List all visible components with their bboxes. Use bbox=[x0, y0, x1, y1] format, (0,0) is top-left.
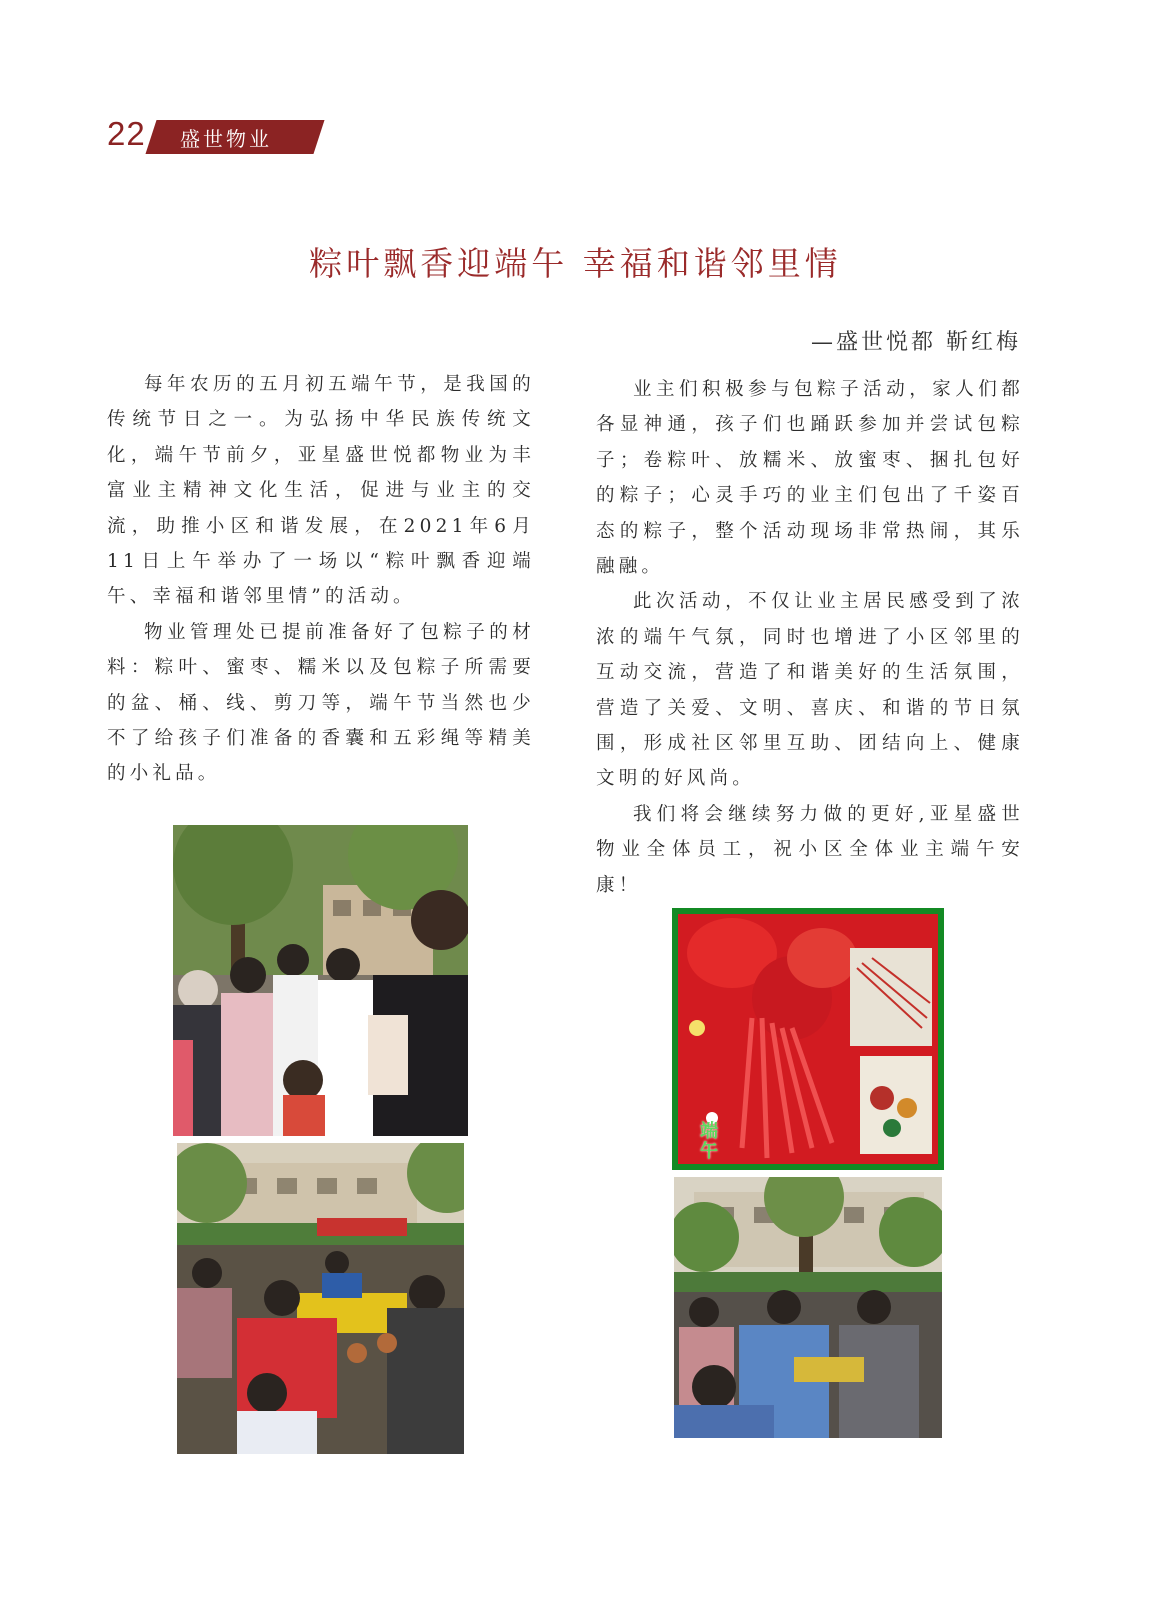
left-column bbox=[107, 367, 535, 792]
paragraph: 我们将会继续努力做的更好,亚星盛世物业全体员工，祝小区全体业主端午安康！ bbox=[596, 803, 1024, 896]
section-label: 盛世物业 bbox=[180, 127, 272, 151]
photo-making-zongzi bbox=[177, 1143, 464, 1454]
paragraph: 业主们积极参与包粽子活动，家人们都各显神通，孩子们也踊跃参加并尝试包粽子；卷粽叶、放糯米、放蜜枣、捆扎包好的粽子；心灵手巧的业主们包出了千姿百态的粽子，整个活动现场非常热闹，其乐融融。 bbox=[596, 379, 1024, 578]
paragraph: 物业管理处已提前准备好了包粽子的材料：粽叶、蜜枣、糯米以及包粽子所需要的盆、桶、线、剪刀等，端午节当然也少不了给孩子们准备的香囊和五彩绳等精美的小礼品。 bbox=[107, 621, 535, 785]
page-header bbox=[107, 117, 327, 157]
photo-residents-activity bbox=[674, 1177, 942, 1438]
sachet-caption: 端午 bbox=[700, 1121, 718, 1162]
paragraph: 每年农历的五月初五端午节，是我国的传统节日之一。为弘扬中华民族传统文化，端午节前夕，亚星盛世悦都物业为丰富业主精神文化生活，促进与业主的交流，助推小区和谐发展，在2021年6月11日上午举办了一场以“粽叶飘香迎端午、幸福和谐邻里情”的活动。 bbox=[107, 374, 535, 608]
article-title: 粽叶飘香迎端午 幸福和谐邻里情 bbox=[309, 244, 842, 283]
article-byline: —盛世悦都 靳红梅 bbox=[811, 330, 1021, 355]
page-number: 22 bbox=[107, 115, 146, 152]
photo-sachets bbox=[672, 908, 944, 1170]
right-column bbox=[596, 372, 1024, 903]
photo-crowd-gathering bbox=[173, 825, 468, 1136]
paragraph: 此次活动，不仅让业主居民感受到了浓浓的端午气氛，同时也增进了小区邻里的互动交流，营造了和谐美好的生活氛围，营造了关爱、文明、喜庆、和谐的节日氛围，形成社区邻里互助、团结向上、健康文明的好风尚。 bbox=[596, 591, 1024, 790]
